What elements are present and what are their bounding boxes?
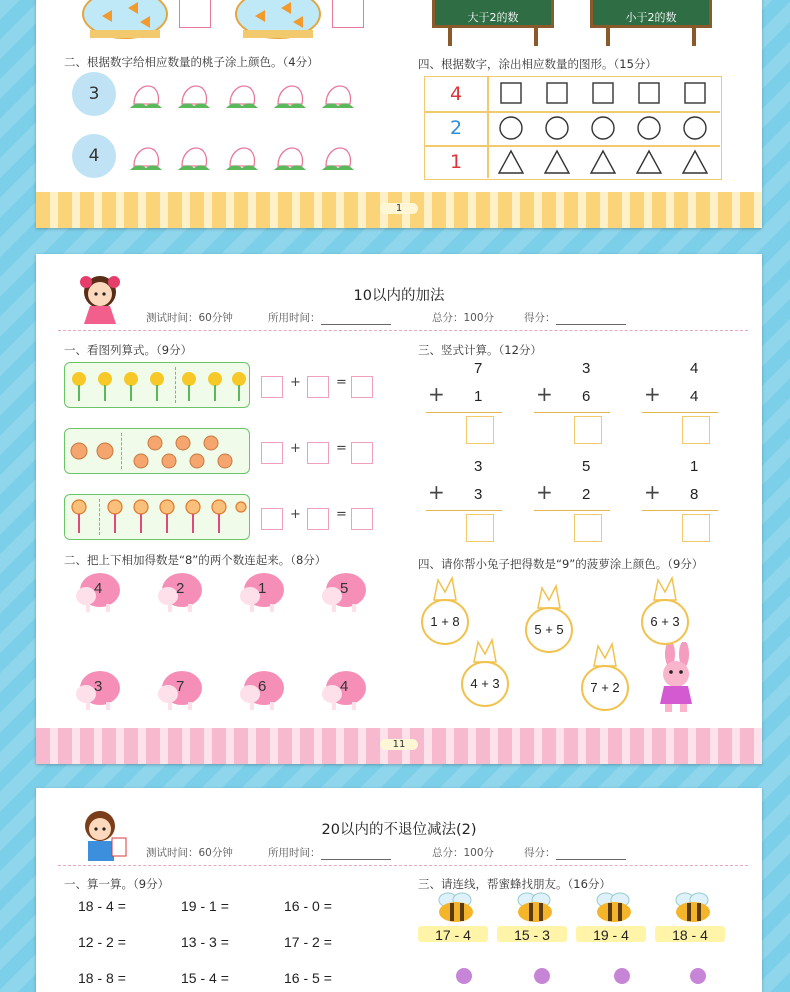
vertical-rule bbox=[534, 412, 610, 413]
peach-count: 4 bbox=[88, 146, 100, 166]
sheep-number: 2 bbox=[176, 580, 185, 597]
sheep-number: 5 bbox=[340, 580, 349, 597]
answer-line[interactable] bbox=[321, 315, 391, 325]
worksheet-page-1 bbox=[36, 0, 762, 228]
vertical-top-number: 3 bbox=[474, 458, 483, 475]
picture-box bbox=[64, 362, 250, 408]
vertical-rule bbox=[426, 412, 502, 413]
shape-count: 1 bbox=[449, 151, 463, 173]
meta-total bbox=[432, 310, 494, 325]
pineapple-icon[interactable] bbox=[640, 576, 690, 648]
divider bbox=[58, 330, 748, 331]
fishbowl-icon bbox=[80, 0, 170, 40]
peach-icon[interactable] bbox=[128, 82, 164, 112]
answer-box[interactable] bbox=[307, 376, 329, 398]
subtraction-exercise: 12 - 2 = bbox=[78, 934, 126, 950]
answer-box[interactable] bbox=[466, 416, 494, 444]
bee-icon[interactable] bbox=[497, 890, 575, 944]
writing-grid-box[interactable] bbox=[332, 0, 364, 28]
triangle-shape bbox=[499, 151, 523, 173]
sheep-number: 4 bbox=[340, 678, 349, 695]
vertical-bottom-number: 1 bbox=[474, 388, 483, 405]
subtraction-exercise: 16 - 0 = bbox=[284, 898, 332, 914]
sheep-icon[interactable] bbox=[72, 570, 122, 614]
bee-expression: 19 - 4 bbox=[593, 927, 629, 943]
pineapple-icon[interactable] bbox=[524, 584, 574, 656]
page-title: 20以内的不退位减法(2) bbox=[321, 822, 477, 838]
triangle-shape bbox=[545, 151, 569, 173]
sheep-icon[interactable] bbox=[236, 668, 286, 712]
worksheet-page-12 bbox=[36, 788, 762, 992]
section-title: 三、请连线，帮蜜蜂找朋友。（16分） bbox=[418, 877, 611, 891]
pineapple-expression: 5 + 5 bbox=[534, 622, 564, 637]
plus-sign: + bbox=[536, 382, 553, 406]
circle-shape bbox=[500, 117, 522, 139]
sheep-number: 3 bbox=[94, 678, 103, 695]
section-title: 二、根据数字给相应数量的桃子涂上颜色。（4分） bbox=[64, 55, 319, 69]
sign-leg bbox=[606, 28, 610, 46]
subtraction-exercise: 13 - 3 = bbox=[181, 934, 229, 950]
circle-shape bbox=[638, 117, 660, 139]
meta-used-time bbox=[268, 310, 391, 325]
meta-text: 测试时间：60分钟 bbox=[146, 312, 233, 324]
vertical-bottom-number: 2 bbox=[582, 486, 591, 503]
pineapple-icon[interactable] bbox=[460, 638, 510, 710]
meta-score bbox=[524, 845, 626, 860]
shape-count: 2 bbox=[449, 117, 463, 139]
meta-text: 所用时间： bbox=[268, 847, 321, 859]
plus-sign: + bbox=[644, 480, 661, 504]
sheep-number: 7 bbox=[176, 678, 185, 695]
answer-line[interactable] bbox=[556, 850, 626, 860]
vertical-rule bbox=[642, 510, 718, 511]
sign-board-less bbox=[590, 0, 712, 28]
square-shape bbox=[593, 83, 613, 103]
meta-test-time bbox=[146, 845, 233, 860]
picture-box bbox=[64, 428, 250, 474]
sheep-icon[interactable] bbox=[154, 570, 204, 614]
section-title: 一、算一算。（9分） bbox=[64, 877, 170, 891]
vertical-rule bbox=[642, 412, 718, 413]
fishbowl-icon bbox=[233, 0, 323, 40]
section-title: 二、把上下相加得数是“8”的两个数连起来。（8分） bbox=[64, 553, 327, 567]
shape-count: 4 bbox=[449, 83, 463, 105]
pineapple-expression: 6 + 3 bbox=[650, 614, 680, 629]
answer-box[interactable] bbox=[307, 442, 329, 464]
peach-icon[interactable] bbox=[224, 82, 260, 112]
writing-grid-box[interactable] bbox=[179, 0, 211, 28]
shapes-svg bbox=[487, 77, 721, 179]
subtraction-exercise: 15 - 4 = bbox=[181, 970, 229, 986]
pineapple-expression: 4 + 3 bbox=[470, 676, 500, 691]
answer-box[interactable] bbox=[682, 416, 710, 444]
meta-text: 总分：100分 bbox=[432, 312, 495, 324]
page-number: 1 bbox=[380, 203, 418, 214]
equals-sign: = bbox=[336, 375, 347, 390]
triangle-shape bbox=[683, 151, 707, 173]
answer-box[interactable] bbox=[351, 376, 373, 398]
page-number: 11 bbox=[380, 739, 418, 750]
answer-line[interactable] bbox=[556, 315, 626, 325]
section-title: 一、看图列算式。（9分） bbox=[64, 343, 193, 357]
sheep-number: 4 bbox=[94, 580, 103, 597]
answer-box[interactable] bbox=[682, 514, 710, 542]
peach-icon[interactable] bbox=[224, 144, 260, 174]
meta-total bbox=[432, 845, 494, 860]
square-shape bbox=[685, 83, 705, 103]
meta-text: 得分： bbox=[524, 847, 556, 859]
vertical-top-number: 3 bbox=[582, 360, 591, 377]
sign-leg bbox=[448, 28, 452, 46]
sheep-icon[interactable] bbox=[236, 570, 286, 614]
peach-icon[interactable] bbox=[128, 144, 164, 174]
vertical-bottom-number: 6 bbox=[582, 388, 591, 405]
worksheet-page-11 bbox=[36, 254, 762, 764]
flower-row-icon bbox=[440, 962, 740, 992]
bee-icon[interactable] bbox=[655, 890, 733, 944]
answer-box[interactable] bbox=[307, 508, 329, 530]
meta-text: 总分：100分 bbox=[432, 847, 495, 859]
meta-score bbox=[524, 310, 626, 325]
meta-text: 得分： bbox=[524, 312, 556, 324]
circle-shape bbox=[684, 117, 706, 139]
plus-sign: + bbox=[536, 480, 553, 504]
sign-text: 小于2的数 bbox=[625, 11, 677, 24]
circle-shape bbox=[546, 117, 568, 139]
plus-sign: + bbox=[644, 382, 661, 406]
plus-sign: + bbox=[428, 382, 445, 406]
page-title: 10以内的加法 bbox=[353, 288, 445, 304]
bee-expression: 15 - 3 bbox=[514, 927, 550, 943]
plus-sign: + bbox=[290, 507, 301, 522]
section-title: 四、请你帮小兔子把得数是“9”的菠萝涂上颜色。（9分） bbox=[418, 557, 704, 571]
vertical-top-number: 1 bbox=[690, 458, 699, 475]
answer-box[interactable] bbox=[351, 442, 373, 464]
answer-line[interactable] bbox=[321, 850, 391, 860]
peach-icon[interactable] bbox=[272, 82, 308, 112]
peach-icon[interactable] bbox=[272, 144, 308, 174]
meta-text: 所用时间： bbox=[268, 312, 321, 324]
sign-text: 大于2的数 bbox=[467, 11, 519, 24]
vertical-bottom-number: 8 bbox=[690, 486, 699, 503]
equals-sign: = bbox=[336, 441, 347, 456]
vertical-top-number: 5 bbox=[582, 458, 591, 475]
vertical-bottom-number: 4 bbox=[690, 388, 699, 405]
bunny-mascot-icon bbox=[650, 642, 700, 714]
answer-box[interactable] bbox=[261, 508, 283, 530]
sheep-icon[interactable] bbox=[72, 668, 122, 712]
answer-box[interactable] bbox=[351, 508, 373, 530]
pineapple-expression: 7 + 2 bbox=[590, 680, 620, 695]
pineapple-expression: 1 + 8 bbox=[430, 614, 460, 629]
equals-sign: = bbox=[336, 507, 347, 522]
shapes-table bbox=[424, 76, 722, 180]
answer-box[interactable] bbox=[466, 514, 494, 542]
triangle-shape bbox=[591, 151, 615, 173]
sheep-face-icon bbox=[65, 429, 247, 471]
bee-expression: 17 - 4 bbox=[435, 927, 471, 943]
meta-test-time bbox=[146, 310, 233, 325]
circle-shape bbox=[592, 117, 614, 139]
sheep-icon[interactable] bbox=[318, 668, 368, 712]
plus-sign: + bbox=[428, 480, 445, 504]
vertical-bottom-number: 3 bbox=[474, 486, 483, 503]
meta-used-time bbox=[268, 845, 391, 860]
bee-icon[interactable] bbox=[418, 890, 496, 944]
answer-box[interactable] bbox=[574, 514, 602, 542]
square-shape bbox=[501, 83, 521, 103]
plus-sign: + bbox=[290, 441, 301, 456]
number-cloud bbox=[72, 134, 116, 178]
square-shape bbox=[639, 83, 659, 103]
lollipop-icon bbox=[65, 495, 247, 537]
vertical-top-number: 4 bbox=[690, 360, 699, 377]
divider bbox=[58, 865, 748, 866]
answer-box[interactable] bbox=[574, 416, 602, 444]
sign-board-greater bbox=[432, 0, 554, 28]
triangle-shape bbox=[637, 151, 661, 173]
peach-icon[interactable] bbox=[176, 82, 212, 112]
meta-text: 测试时间：60分钟 bbox=[146, 847, 233, 859]
subtraction-exercise: 16 - 5 = bbox=[284, 970, 332, 986]
sheep-icon[interactable] bbox=[154, 668, 204, 712]
peach-icon[interactable] bbox=[176, 144, 212, 174]
answer-box[interactable] bbox=[261, 376, 283, 398]
section-title: 三、竖式计算。（12分） bbox=[418, 343, 542, 357]
bee-expression: 18 - 4 bbox=[672, 927, 708, 943]
sign-leg bbox=[692, 28, 696, 46]
picture-box bbox=[64, 494, 250, 540]
sign-leg bbox=[534, 28, 538, 46]
sheep-number: 1 bbox=[258, 580, 267, 597]
subtraction-exercise: 18 - 4 = bbox=[78, 898, 126, 914]
sheep-icon[interactable] bbox=[318, 570, 368, 614]
peach-icon[interactable] bbox=[320, 144, 356, 174]
subtraction-exercise: 17 - 2 = bbox=[284, 934, 332, 950]
bee-icon[interactable] bbox=[576, 890, 654, 944]
peach-icon[interactable] bbox=[320, 82, 356, 112]
section-title: 四、根据数字，涂出相应数量的图形。（15分） bbox=[418, 57, 657, 71]
vertical-top-number: 7 bbox=[474, 360, 483, 377]
square-shape bbox=[547, 83, 567, 103]
plus-sign: + bbox=[290, 375, 301, 390]
subtraction-exercise: 19 - 1 = bbox=[181, 898, 229, 914]
flower-icon bbox=[65, 363, 247, 405]
vertical-rule bbox=[426, 510, 502, 511]
answer-box[interactable] bbox=[261, 442, 283, 464]
peach-count: 3 bbox=[88, 84, 100, 104]
vertical-rule bbox=[534, 510, 610, 511]
number-cloud bbox=[72, 72, 116, 116]
pineapple-icon[interactable] bbox=[580, 642, 630, 714]
sheep-number: 6 bbox=[258, 678, 267, 695]
subtraction-exercise: 18 - 8 = bbox=[78, 970, 126, 986]
